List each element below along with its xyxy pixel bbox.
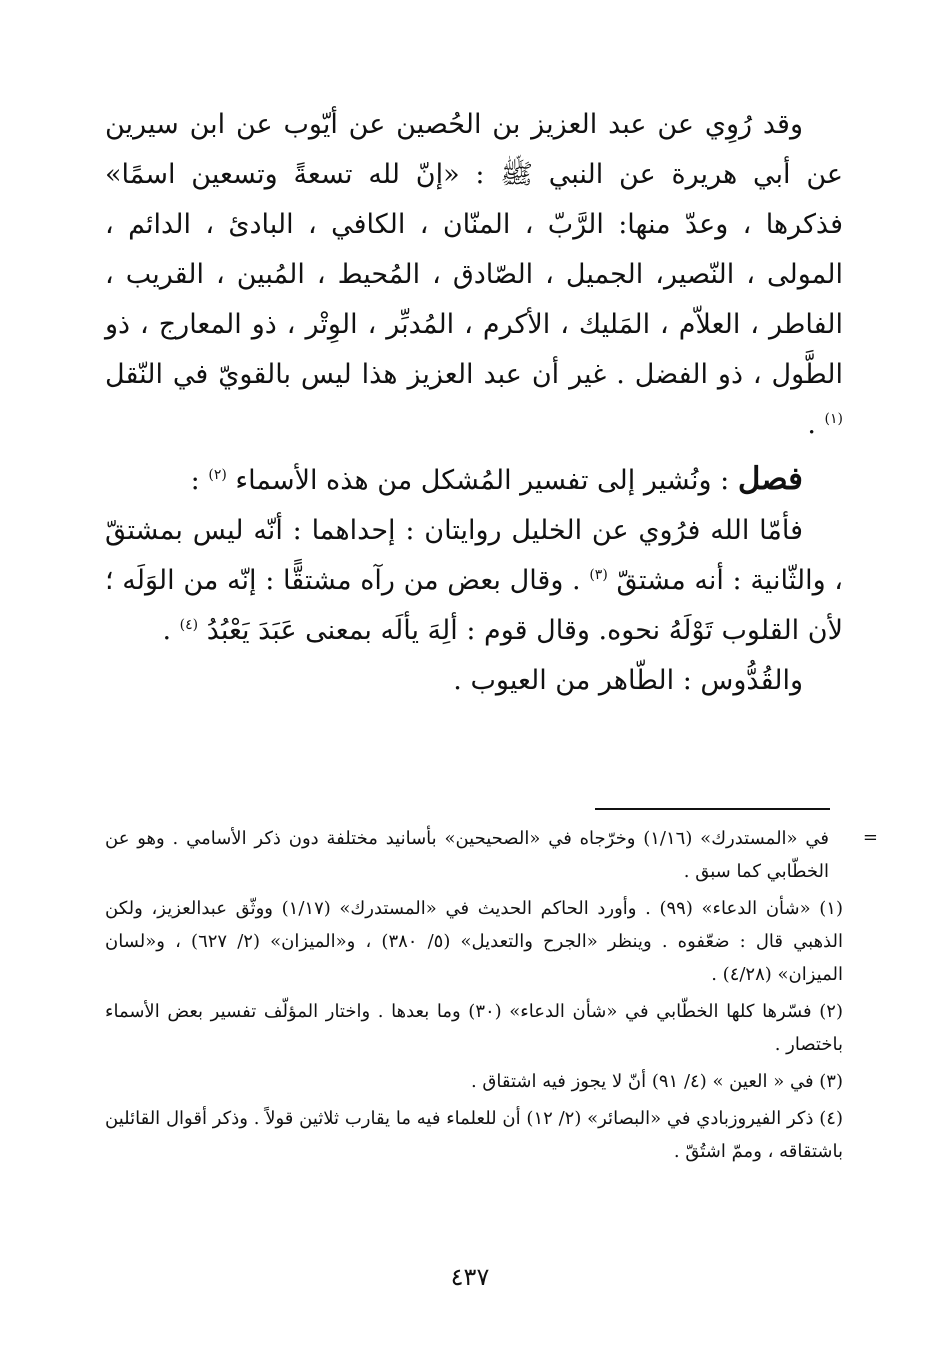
paragraph-allah-text-2: . وقال بعض من رآه مشتقًّا : إنّه من الوَلَه ؛ لأن القلوب تَوْلَهُ نحوه. وقال قوم : ألِهَ يألَه بمعنى عَبَدَ يَعْبُدُ (105, 565, 843, 646)
main-text (105, 100, 843, 706)
footnote-continued: في «المستدرك» (١/١٦) وخرّجاه في «الصحيحين» بأسانيد مختلفة دون ذكر الأسامي . وهو عن الخطّابي كما سبق . (105, 828, 829, 882)
footnote-2: (٢) فسّرها كلها الخطّابي في «شأن الدعاء» (٣٠) وما بعدها . واختار المؤلّف تفسير بعض الأسماء باختصار . (105, 1001, 843, 1055)
paragraph-allah-text-1: فأمّا الله فرُوي عن الخليل روايتان : إحداهما : أنّه ليس بمشتقّ ، والثّانية : أنه مشتقّ (105, 515, 843, 596)
page-number: ٤٣٧ (450, 1263, 490, 1291)
footnote-3: (٣) في « العين » (٤/ ٩١) أنّ لا يجوز فيه اشتقاق . (470, 1071, 843, 1092)
paragraph-quddus: والقُدُّوس : الطّاهر من العيوب . (453, 665, 803, 696)
section-heading-end: : (190, 465, 209, 496)
paragraph-hadith (105, 100, 843, 450)
footnote-ref-4: (٤) (179, 617, 199, 633)
footnote-separator (595, 808, 830, 810)
section-heading-word: فصل (737, 461, 803, 497)
paragraph-allah-end: . (162, 615, 180, 646)
footnote-ref-2: (٢) (208, 467, 227, 483)
section-heading (105, 454, 843, 506)
footnote-ref-1: (١) (824, 411, 843, 427)
footnote-4: (٤) ذكر الفيروزبادي في «البصائر» (٢/ ١٢) أن للعلماء فيه ما يقارب ثلاثين قولاً . وذكر أقوال القائلين باشتقاقه ، وممّ اشتُقّ . (105, 1108, 843, 1162)
footnotes (105, 822, 843, 1172)
footnote-1: (١) «شأن الدعاء» (٩٩) . وأورد الحاكم الحديث في «المستدرك» (١/١٧) ووثّق عبدالعزيز، ولكن الذهبي قال : ضعّفوه . وينظر «الجرح والتعديل» (٥/ ٣٨٠) ، و«الميزان» (٢/ ٦٢٧) ، و«لسان الميزان» (٤/٢٨) . (105, 898, 843, 985)
paragraph-allah (105, 506, 843, 656)
paragraph-hadith-end: . (807, 409, 825, 440)
section-heading-text: : ونُشير إلى تفسير المُشكل من هذه الأسماء (235, 465, 738, 496)
footnote-ref-3: (٣) (589, 567, 608, 583)
footnote-continuation-mark: = (862, 827, 878, 848)
paragraph-hadith-text: وقد رُوِي عن عبد العزيز بن الحُصين عن أيّوب عن ابن سيرين عن أبي هريرة عن النبي ﷺ : «إنّ لله تسعةً وتسعين اسمًا» فذكرها ، وعدّ منها: الرَّبّ ، المنّان ، الكافي ، البادئ ، الدائم ، المولى ، النّصير، الجميل ، الصّادق ، المُحيط ، المُبين ، القريب ، الفاطر ، العلاّم ، المَليك ، الأكرم ، المُدبِّر ، الوِتْر ، ذو المعارج ، ذو الطَّول ، ذو الفضل . غير أن عبد العزيز هذا ليس بالقويّ في النّقل (105, 109, 843, 390)
